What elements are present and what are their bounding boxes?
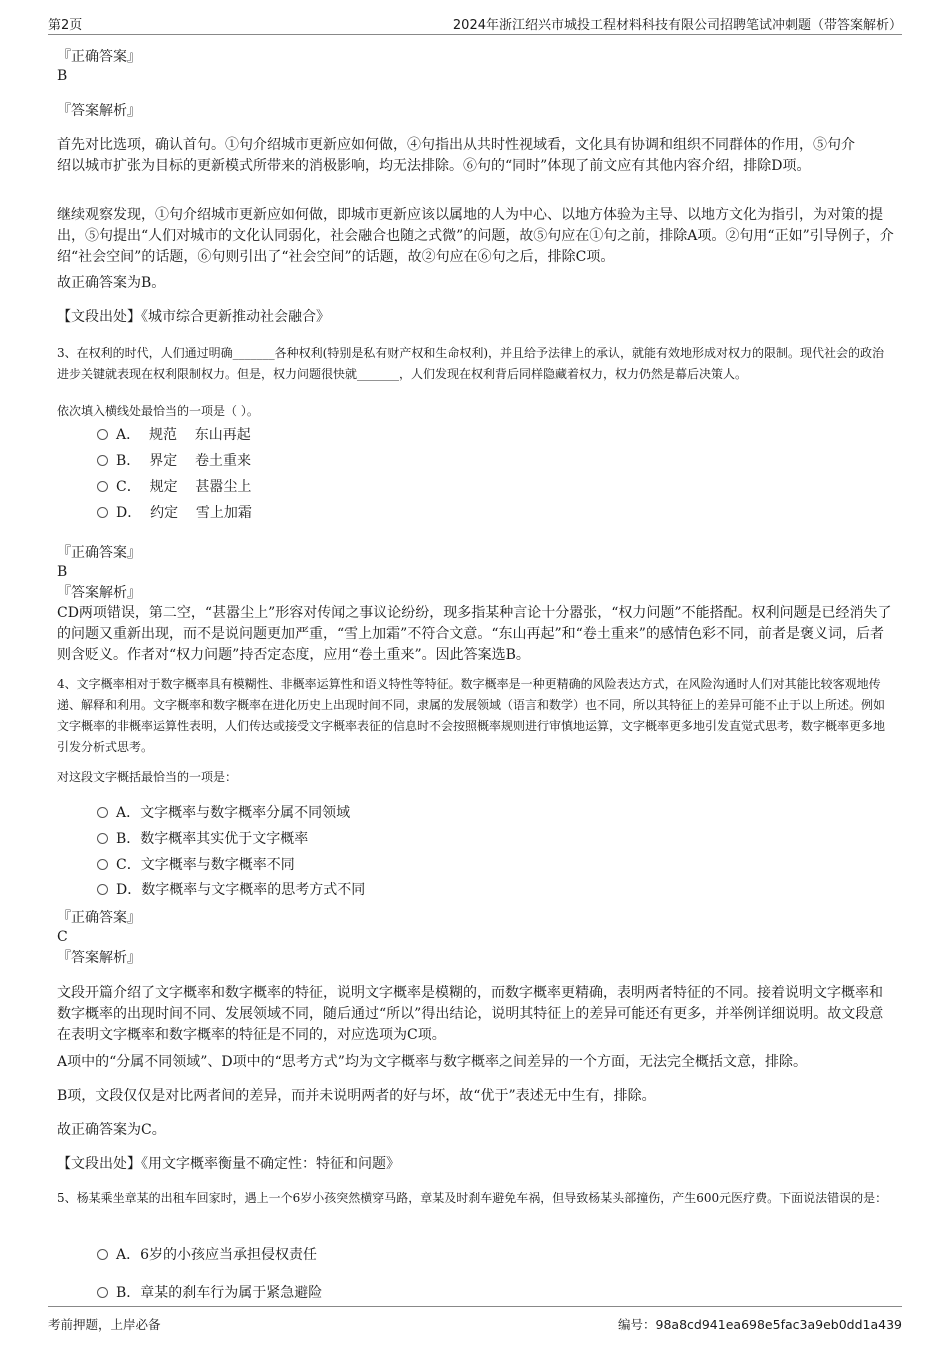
q5-option-b[interactable]: B．章某的刹车行为属于紧急避险 <box>97 1283 322 1303</box>
q4-analysis-label: 『答案解析』 <box>57 950 141 966</box>
q2-answer-label: 『正确答案』 <box>57 49 141 65</box>
radio-icon[interactable] <box>97 481 108 492</box>
q5-stem: 5、杨某乘坐章某的出租车回家时，遇上一个6岁小孩突然横穿马路，章某及时刹车避免车祸，但导致杨某头部撞伤，产生600元医疗费。下面说法错误的是： <box>57 1191 888 1205</box>
q2-conclusion: 故正确答案为B。 <box>57 275 166 291</box>
q4-answer: C <box>57 929 68 945</box>
page-footer <box>48 1306 902 1335</box>
q4-stem: 4、文字概率相对于数字概率具有模糊性、非概率运算性和语义特性等特征。数字概率是一种更精确的风险表达方式，在风险沟通时人们对其能比较客观地传递、解释和利用。文字概率和数字概率在进化历史上出现时间不同，隶属的发展领域（语言和数学）也不同，所以其特征上的差异可能不止于以上所述。例如文字概率的非概率运算性表明，人们传达或接受文字概率表征的信息时不会按照概率规则进行审慎地运算，文字概率更多地引发直觉式思考，数字概率更多地引发分析式思考。 <box>57 677 886 754</box>
document-title: 2024年浙江绍兴市城投工程材料科技有限公司招聘笔试冲刺题（带答案解析） <box>452 18 902 33</box>
q2-analysis-p1: 首先对比选项，确认首句。①句介绍城市更新应如何做，④句指出从共时性视域看，文化具有协调和组织不同群体的作用，⑤句介绍以城市扩张为目标的更新模式所带来的消极影响，均无法排除。⑥句的“同时”体现了前文应有其他内容介绍，排除D项。 <box>57 137 855 174</box>
q4-analysis-p1: 文段开篇介绍了文字概率和数字概率的特征，说明文字概率是模糊的，而数字概率更精确，表明两者特征的不同。接着说明文字概率和数字概率的出现时间不同、发展领域不同，随后通过“所以”得出结论，说明其特征上的差异可能还有更多，并举例详细说明。故文段意在表明文字概率和数字概率的特征是不同的，对应选项为C项。 <box>57 985 884 1043</box>
radio-icon[interactable] <box>97 807 108 818</box>
q2-answer: B <box>57 68 68 84</box>
q3-analysis-label: 『答案解析』 <box>57 585 141 601</box>
radio-icon[interactable] <box>97 859 108 870</box>
q3-answer-label: 『正确答案』 <box>57 545 141 561</box>
q2-source: 【文段出处】《城市综合更新推动社会融合》 <box>57 309 330 325</box>
q5-option-a[interactable]: A．6岁的小孩应当承担侵权责任 <box>97 1245 317 1265</box>
document-id: 编号：98a8cd941ea698e5fac3a9eb0dd1a439 <box>618 1317 902 1332</box>
q4-analysis-p2: A项中的“分属不同领域”、D项中的“思考方式”均为文字概率与数字概率之间差异的一个方面，无法完全概括文意，排除。 <box>57 1054 807 1070</box>
page-header <box>48 14 902 35</box>
q3-option-b[interactable]: B． 界定 卷土重来 <box>97 451 251 471</box>
q2-analysis-p2: 继续观察发现，①句介绍城市更新应如何做，即城市更新应该以属地的人为中心、以地方体验为主导、以地方文化为指引，为对策的提出，⑤句提出“人们对城市的文化认同弱化，社会融合也随之式微”的问题，故⑤句应在①句之前，排除A项。②句用“正如”引导例子，介绍“社会空间”的话题，⑥句则引出了“社会空间”的话题，故②句应在⑥句之后，排除C项。 <box>57 207 894 265</box>
q4-option-c[interactable]: C．文字概率与数字概率不同 <box>97 855 295 875</box>
q3-option-a[interactable]: A． 规范 东山再起 <box>97 425 251 445</box>
q4-prompt: 对这段文字概括最恰当的一项是： <box>57 770 238 784</box>
footer-slogan: 考前押题，上岸必备 <box>48 1317 161 1332</box>
q3-prompt: 依次填入横线处最恰当的一项是（ ）。 <box>57 404 259 418</box>
q4-source: 【文段出处】《用文字概率衡量不确定性：特征和问题》 <box>57 1156 400 1172</box>
q3-option-d[interactable]: D． 约定 雪上加霜 <box>97 503 252 523</box>
q4-answer-label: 『正确答案』 <box>57 910 141 926</box>
q3-stem: 3、在权利的时代，人们通过明确_______各种权利(特别是私有财产权和生命权利)，并且给予法律上的承认，就能有效地形成对权力的限制。现代社会的政治进步关键就表现在权利限制权力。但是，权力问题很快就_______，人们发现在权利背后同样隐藏着权力，权力仍然是幕后决策人。 <box>57 346 885 381</box>
radio-icon[interactable] <box>97 429 108 440</box>
radio-icon[interactable] <box>97 833 108 844</box>
q2-analysis-label: 『答案解析』 <box>57 103 141 119</box>
radio-icon[interactable] <box>97 1249 108 1260</box>
radio-icon[interactable] <box>97 1287 108 1298</box>
q3-answer: B <box>57 564 68 580</box>
radio-icon[interactable] <box>97 455 108 466</box>
q3-option-c[interactable]: C． 规定 甚嚣尘上 <box>97 477 251 497</box>
q3-analysis: CD两项错误，第二空，“甚嚣尘上”形容对传闻之事议论纷纷，现多指某种言论十分嚣张，“权力问题”不能搭配。权利问题是已经消失了的问题又重新出现，而不是说问题更加严重，“雪上加霜”不符合文意。“东山再起”和“卷土重来”的感情色彩不同，前者是褒义词，后者则含贬义。作者对“权力问题”持否定态度，应用“卷土重来”。因此答案选B。 <box>57 605 892 663</box>
q4-analysis-p3: B项，文段仅仅是对比两者间的差异，而并未说明两者的好与坏，故“优于”表述无中生有，排除。 <box>57 1088 656 1104</box>
radio-icon[interactable] <box>97 884 108 895</box>
q4-option-a[interactable]: A．文字概率与数字概率分属不同领域 <box>97 803 350 823</box>
q4-option-b[interactable]: B．数字概率其实优于文字概率 <box>97 829 308 849</box>
page-number: 第2页 <box>48 18 83 33</box>
q4-conclusion: 故正确答案为C。 <box>57 1122 166 1138</box>
radio-icon[interactable] <box>97 507 108 518</box>
q4-option-d[interactable]: D．数字概率与文字概率的思考方式不同 <box>97 880 365 900</box>
